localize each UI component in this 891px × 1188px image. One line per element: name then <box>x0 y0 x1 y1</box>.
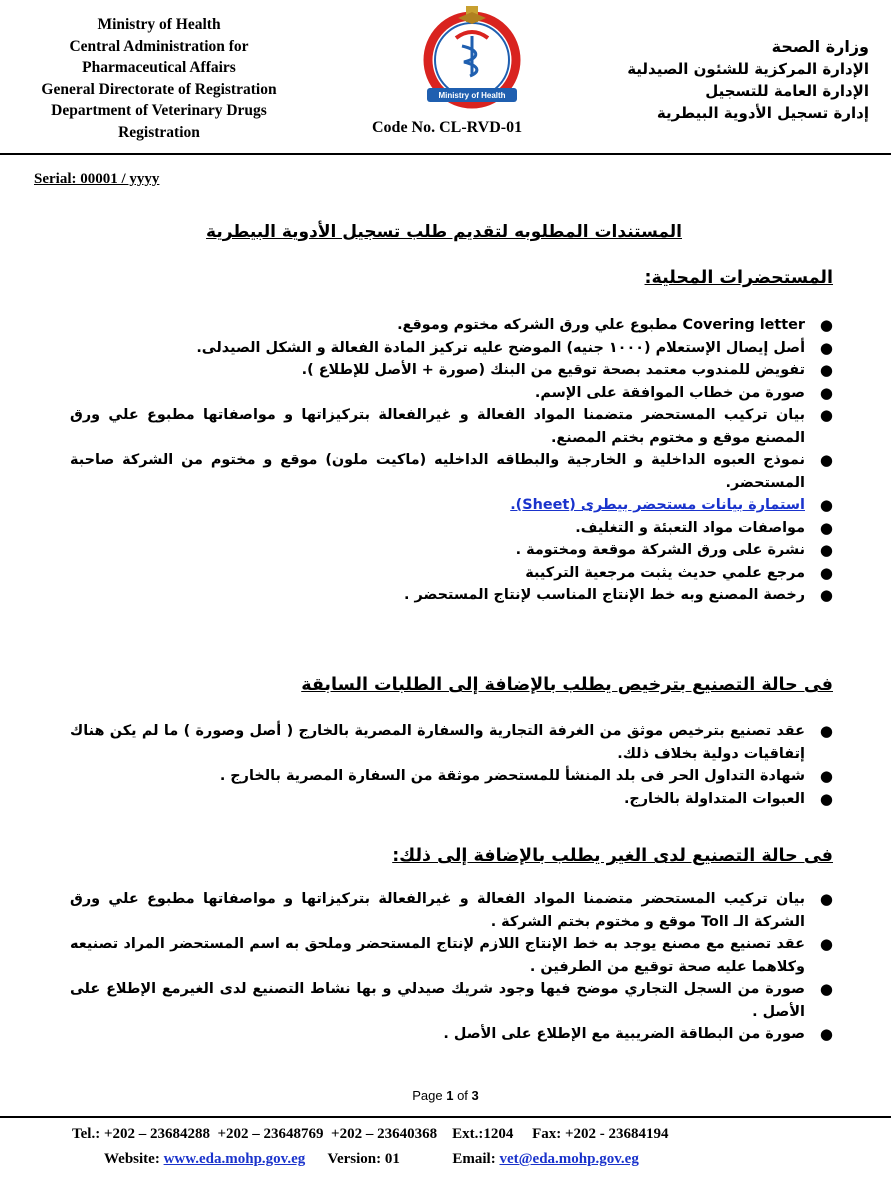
footer-links: Website: www.eda.mohp.gov.eg Version: 01 Email: vet@eda.mohp.gov.eg <box>104 1151 639 1167</box>
header-english-block <box>14 14 304 143</box>
header-divider <box>0 153 891 155</box>
header-line: Department of Veterinary Drugs <box>51 102 267 119</box>
list-item: ● شهادة التداول الحر فى بلد المنشأ للمستحضر موثقة من السفارة المصرية بالخارج . <box>70 765 833 788</box>
header-line: Ministry of Health <box>97 16 221 33</box>
header-line: إدارة تسجيل الأدوية البيطرية <box>656 104 869 122</box>
document-code: Code No. CL-RVD-01 <box>372 119 523 136</box>
website-link[interactable]: www.eda.mohp.gov.eg <box>163 1151 306 1167</box>
bullet-icon: ● <box>819 383 833 402</box>
footer-divider <box>0 1116 891 1118</box>
section-heading-license: فى حالة التصنيع بترخيص يطلب بالإضافة إلى الطلبات السابقة <box>301 675 833 695</box>
list-item[interactable] <box>70 494 833 517</box>
list-item: ● عقد تصنيع مع مصنع يوجد به خط الإنتاج اللازم لإنتاج المستحضر وملحق به اسم المستحضر المراد تصنيعه وكلاهما عليه صحة توقيع من الطرفين . <box>70 935 833 975</box>
header-line: Pharmaceutical Affairs <box>82 59 236 76</box>
bullet-icon: ● <box>819 935 833 953</box>
bullet-icon: ● <box>819 406 833 424</box>
bullet-icon: ● <box>819 361 833 379</box>
list-item: ● رخصة المصنع وبه خط الإنتاج المناسب لإنتاج المستحضر . <box>70 584 833 607</box>
header-line: وزارة الصحة <box>771 37 869 56</box>
list-item: ● العبوات المتداولة بالخارج. <box>70 788 833 811</box>
toll-requirements-list <box>70 888 833 1046</box>
header-line: الإدارة المركزية للشئون الصيدلية <box>627 60 869 78</box>
license-requirements-list <box>70 720 833 810</box>
bullet-icon: ● <box>819 338 833 357</box>
section-heading-toll: فى حالة التصنيع لدى الغير يطلب بالإضافة إلى ذلك: <box>392 846 833 866</box>
list-item: ● أصل إيصال الإستعلام (١٠٠٠ جنيه) الموضح عليه تركيز المادة الفعالة و الشكل الصيدلى. <box>70 337 833 360</box>
bullet-icon: ● <box>819 767 833 785</box>
list-item: ● Covering letter مطبوع علي ورق الشركه مختوم وموقع. <box>70 314 833 337</box>
bullet-icon: ● <box>819 890 833 908</box>
ministry-logo <box>422 4 522 112</box>
local-requirements-list <box>70 314 833 607</box>
bullet-icon: ● <box>819 789 833 808</box>
list-item: ● مرجع علمي حديث يثبت مرجعية التركيبة <box>70 562 833 585</box>
header-line: الإدارة العامة للتسجيل <box>705 82 869 100</box>
bullet-icon: ● <box>819 980 833 998</box>
list-item: ● بيان تركيب المستحضر متضمنا المواد الفعالة و غيرالفعالة بتركيزاتها و مواصفاتها مطبوع علي ورق المصنع موقع و مختوم بختم المصنع. <box>70 406 833 446</box>
bullet-icon: ● <box>819 316 833 334</box>
email-link[interactable]: vet@eda.mohp.gov.eg <box>499 1151 639 1167</box>
list-item: ● تفويض للمندوب معتمد بصحة توقيع من البنك (صورة + الأصل للإطلاع ). <box>70 359 833 382</box>
header-arabic-block <box>609 36 869 124</box>
footer-contact-numbers: Tel.: +202 – 23684288 +202 – 23648769 +202 – 23640368 Ext.:1204 Fax: +202 - 23684194 <box>72 1126 669 1142</box>
bullet-icon: ● <box>819 1025 833 1043</box>
sheet-form-link[interactable]: استمارة بيانات مستحضر بيطرى (Sheet). <box>510 497 805 513</box>
list-item: ● نموذج العبوه الداخلية و الخارجية والبطاقه الداخليه (ماكيت ملون) موقع و مختوم من الشركة صاحبة المستحضر. <box>70 451 833 491</box>
bullet-icon: ● <box>819 541 833 559</box>
bullet-icon: ● <box>819 451 833 469</box>
list-item: ● صورة من السجل التجاري موضح فيها وجود شريك صيدلي و بها نشاط التصنيع لدى الغيرمع الإطلاع على الأصل . <box>70 980 833 1020</box>
list-item: ● صورة من خطاب الموافقة على الإسم. <box>70 382 833 405</box>
header-line: Central Administration for <box>69 37 249 55</box>
list-item: ● مواصفات مواد التعبئة و التغليف. <box>70 517 833 540</box>
logo-label: Ministry of Health <box>438 91 506 100</box>
header-line: Registration <box>118 123 200 141</box>
list-item: ● بيان تركيب المستحضر متضمنا المواد الفعالة و غيرالفعالة بتركيزاتها و مواصفاتها مطبوع علي ورق الشركة الـ Toll موقع و مختوم بختم الشركة . <box>70 890 833 930</box>
page-title: المستندات المطلوبه لتقديم طلب تسجيل الأدوية البيطرية <box>206 222 682 242</box>
list-item: ● صورة من البطاقة الضريبية مع الإطلاع على الأصل . <box>70 1023 833 1046</box>
list-item: ● عقد تصنيع بترخيص موثق من الغرفة التجارية والسفارة المصرية بالخارج ( أصل وصورة ) ما لم يكن هناك إتفاقيات دولية بخلاف ذلك. <box>70 722 833 762</box>
bullet-icon: ● <box>819 586 833 604</box>
section-heading-local: المستحضرات المحلية: <box>644 268 833 288</box>
bullet-icon: ● <box>819 563 833 582</box>
bullet-icon: ● <box>819 496 833 514</box>
header-line: General Directorate of Registration <box>41 80 277 98</box>
page-number: Page 1 of 3 <box>412 1088 479 1103</box>
serial-number: Serial: 00001 / yyyy <box>34 171 160 187</box>
bullet-icon: ● <box>819 518 833 537</box>
list-item: ● نشرة على ورق الشركة موقعة ومختومة . <box>70 539 833 562</box>
bullet-icon: ● <box>819 722 833 740</box>
